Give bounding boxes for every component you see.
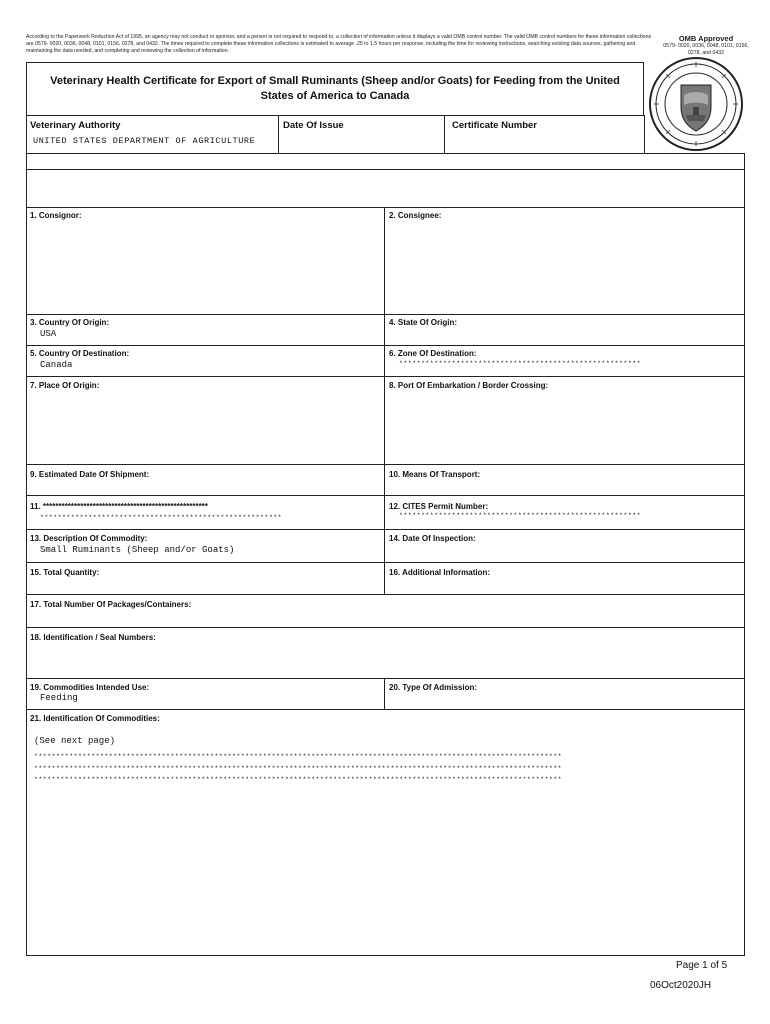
form-title: Veterinary Health Certificate for Export of Small Ruminants (Sheep and/or Goats) for Feeding from the United States of America to Canada (26, 62, 644, 116)
inspection-date-label: 14. Date Of Inspection: (389, 534, 476, 543)
country-of-destination-label: 5. Country Of Destination: (30, 349, 130, 358)
usda-seal-icon (646, 55, 746, 153)
commodity-description-value: Small Ruminants (Sheep and/or Goats) (40, 545, 235, 555)
commodities-identification-cell[interactable] (26, 709, 745, 956)
estimated-shipment-date-label: 9. Estimated Date Of Shipment: (30, 470, 150, 479)
zone-of-destination-value: ******************************************************* (399, 360, 642, 367)
additional-information-label: 16. Additional Information: (389, 568, 491, 577)
page-number: Page 1 of 5 (676, 960, 728, 971)
port-of-embarkation-label: 8. Port Of Embarkation / Border Crossing: (389, 381, 549, 390)
seal-numbers-label: 18. Identification / Seal Numbers: (30, 633, 156, 642)
commodities-identification-value: (See next page) (34, 736, 116, 746)
field-11-cell[interactable] (26, 495, 385, 530)
country-of-origin-value: USA (40, 329, 57, 339)
certificate-number-label: Certificate Number (452, 120, 537, 131)
date-of-issue-label: Date Of Issue (283, 120, 344, 131)
spacer-row (26, 153, 745, 170)
country-of-destination-value: Canada (40, 360, 73, 370)
commodities-stars-line: ************************************************************************************************************************ (34, 776, 563, 783)
cites-permit-label: 12. CITES Permit Number: (389, 502, 489, 511)
vet-authority-value: UNITED STATES DEPARTMENT OF AGRICULTURE (33, 136, 256, 146)
omb-numbers: 0579- 0020, 0036, 0048, 0101, 0156, 0278, and 0432 (663, 43, 749, 57)
intended-use-label: 19. Commodities Intended Use: (30, 683, 150, 692)
consignee-label: 2. Consignee: (389, 211, 442, 220)
state-of-origin-label: 4. State Of Origin: (389, 318, 458, 327)
cites-permit-value: ******************************************************* (399, 512, 642, 519)
country-of-origin-label: 3. Country Of Origin: (30, 318, 110, 327)
total-packages-label: 17. Total Number Of Packages/Containers: (30, 600, 192, 609)
estimated-shipment-date-cell[interactable] (26, 464, 385, 496)
consignee-cell[interactable] (384, 207, 745, 315)
intended-use-value: Feeding (40, 693, 78, 703)
field-11-label: 11. ***************************************************** (30, 502, 208, 511)
field-11-value: ******************************************************* (40, 514, 283, 521)
commodities-stars-line: ************************************************************************************************************************ (34, 765, 563, 772)
total-quantity-label: 15. Total Quantity: (30, 568, 100, 577)
commodity-description-label: 13. Description Of Commodity: (30, 534, 148, 543)
consignor-cell[interactable] (26, 207, 385, 315)
commodities-stars-line: ************************************************************************************************************************ (34, 753, 563, 760)
consignor-label: 1. Consignor: (30, 211, 82, 220)
place-of-origin-label: 7. Place Of Origin: (30, 381, 100, 390)
omb-approved-title: OMB Approved (678, 34, 734, 43)
zone-of-destination-label: 6. Zone Of Destination: (389, 349, 477, 358)
type-of-admission-label: 20. Type Of Admission: (389, 683, 478, 692)
vet-authority-label: Veterinary Authority (30, 120, 121, 131)
commodities-identification-label: 21. Identification Of Commodities: (30, 714, 160, 723)
spacer-row (26, 169, 745, 208)
form-version-code: 06Oct2020JH (650, 980, 712, 991)
means-of-transport-cell[interactable] (384, 464, 745, 496)
paperwork-reduction-notice: According to the Paperwork Reduction Act of 1995, an agency may not conduct or sponsor, and a person is not required to respond to, a collection of information unless it displays a valid OMB control number. The valid OMB control numbers for these information collections are 0579- 0020, 0036, 0048, 0101, 0156, 0278, and 0432. The times required to complete these information collections is estimated to average .25 to 1.5 hours per response, including the time for reviewing instructions, searching existing data sources, gathering and maintaining the data needed, and completing and reviewing the collection of information. (26, 34, 652, 55)
total-quantity-cell[interactable] (26, 562, 385, 595)
means-of-transport-label: 10. Means Of Transport: (389, 470, 481, 479)
additional-information-cell[interactable] (384, 562, 745, 595)
omb-approval-block (660, 34, 752, 57)
